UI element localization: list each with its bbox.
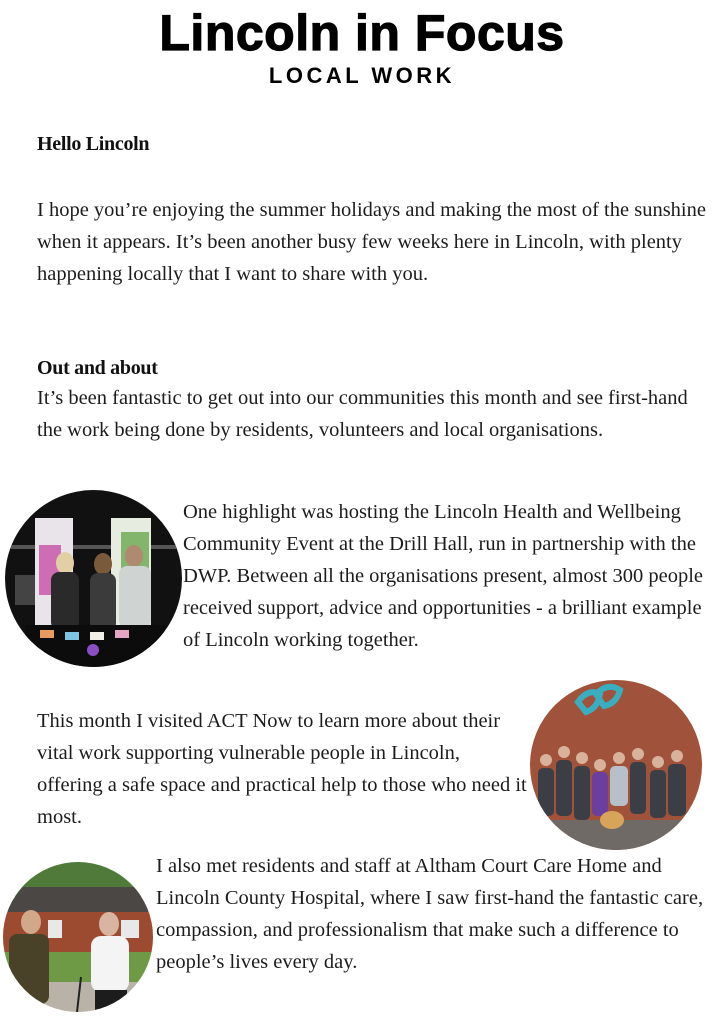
greeting-heading: Hello Lincoln (37, 133, 150, 155)
newsletter-subtitle: LOCAL WORK (268, 63, 456, 88)
care-home-visit-photo (3, 862, 153, 1012)
out-and-about-heading: Out and about (37, 357, 158, 379)
greeting-paragraph: I hope you’re enjoying the summer holidays and making the most of the sunshine when it appears. It’s been another busy few weeks here in Lincoln, with plenty happening locally that I want to share with you. (37, 199, 706, 285)
care-home-paragraph: I also met residents and staff at Altham Court Care Home and Lincoln County Hospital, where I saw first-hand the fantastic care, compassion, and professionalism that make such a difference to people’s lives every day. (156, 855, 704, 973)
act-now-team-photo (530, 680, 702, 850)
newsletter-title: Lincoln in Focus (159, 5, 565, 61)
community-event-paragraph: One highlight was hosting the Lincoln Health and Wellbeing Community Event at the Drill Hall, run in partnership with the DWP. Between all the organisations present, almost 300 people received support, advice and opportunities - a brilliant example of Lincoln working together. (183, 501, 703, 651)
act-now-paragraph: This month I visited ACT Now to learn more about their vital work supporting vulnerable people in Lincoln, offering a safe space and practical help to those who need it most. (37, 710, 527, 828)
out-and-about-intro: It’s been fantastic to get out into our communities this month and see first-hand the work being done by residents, volunteers and local organisations. (37, 387, 688, 441)
community-event-photo (5, 490, 182, 667)
